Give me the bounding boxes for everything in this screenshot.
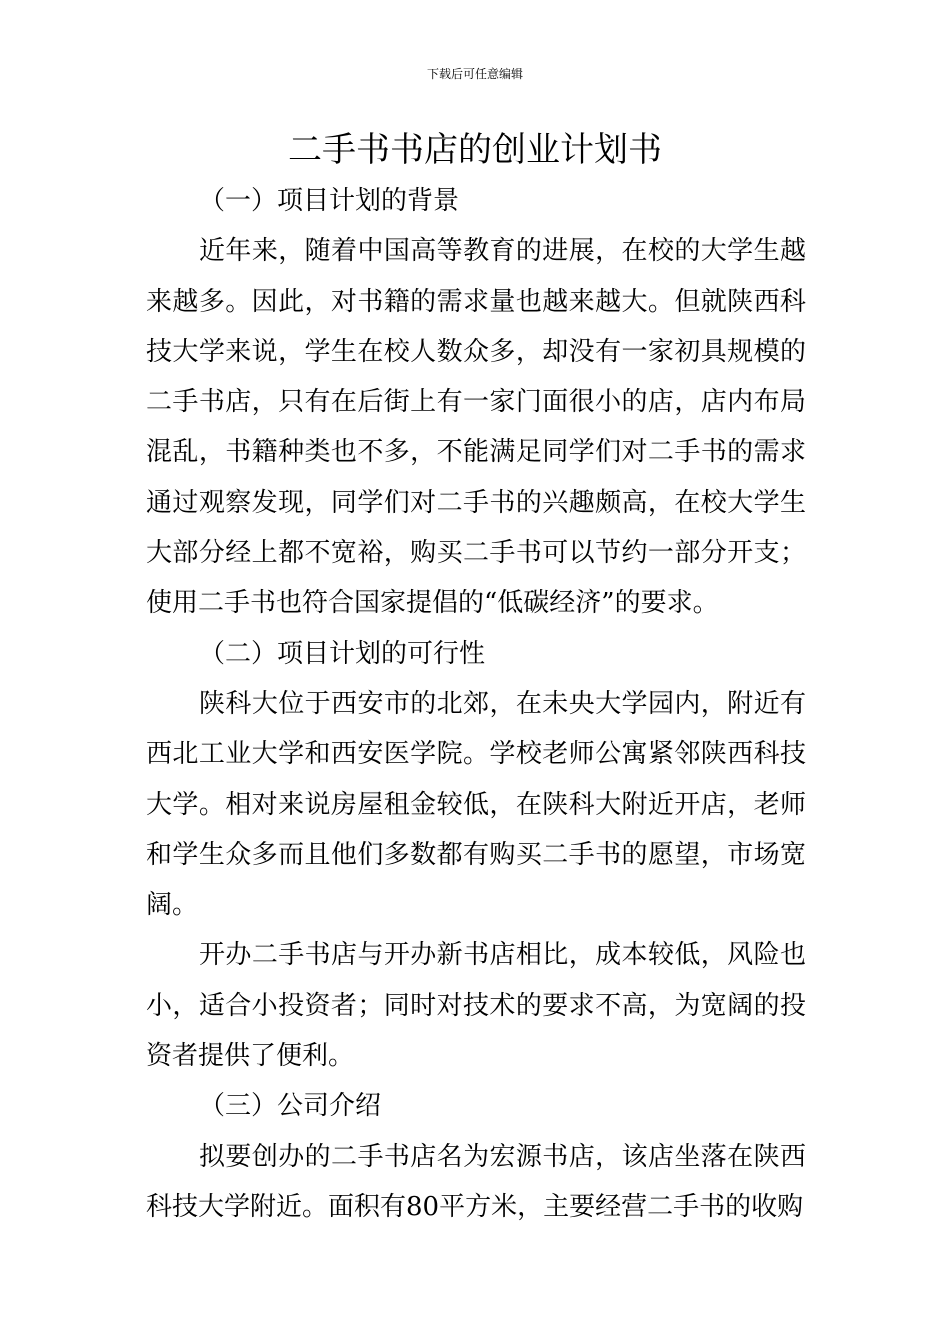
header-note: 下载后可任意编辑 <box>426 67 523 81</box>
section-heading-company: （三）公司介绍 <box>199 1091 382 1122</box>
document-body <box>146 176 806 1232</box>
paragraph-company-intro: 拟要创办的二手书店名为宏源书店，该店坐落在陕西科技大学附近。面积有80平方米，主要经营二手书的收购 <box>146 1141 806 1222</box>
section-heading-background: （一）项目计划的背景 <box>199 186 460 216</box>
paragraph-feasibility-cost: 开办二手书店与开办新书店相比，成本较低，风险也小，适合小投资者；同时对技术的要求不高，为宽阔的投资者提供了便利。 <box>146 940 806 1072</box>
section-heading-feasibility: （二）项目计划的可行性 <box>199 638 486 669</box>
paragraph-feasibility-location: 陕科大位于西安市的北郊，在未央大学园内，附近有西北工业大学和西安医学院。学校老师公寓紧邻陕西科技大学。相对来说房屋租金较低，在陕科大附近开店，老师和学生众多而且他们多数都有购买二手书的愿望，市场宽阔。 <box>146 688 806 921</box>
document-title: 二手书书店的创业计划书 <box>288 130 662 170</box>
paragraph-background: 近年来，随着中国高等教育的进展，在校的大学生越来越多。因此，对书籍的需求量也越来越大。但就陕西科技大学来说，学生在校人数众多，却没有一家初具规模的二手书店，只有在后街上有一家门面很小的店，店内布局混乱，书籍种类也不多，不能满足同学们对二手书的需求通过观察发现，同学们对二手书的兴趣颇高，在校大学生大部分经上都不宽裕，购买二手书可以节约一部分开支；使用二手书也符合国家提倡的“低碳经济”的要求。 <box>146 236 806 619</box>
